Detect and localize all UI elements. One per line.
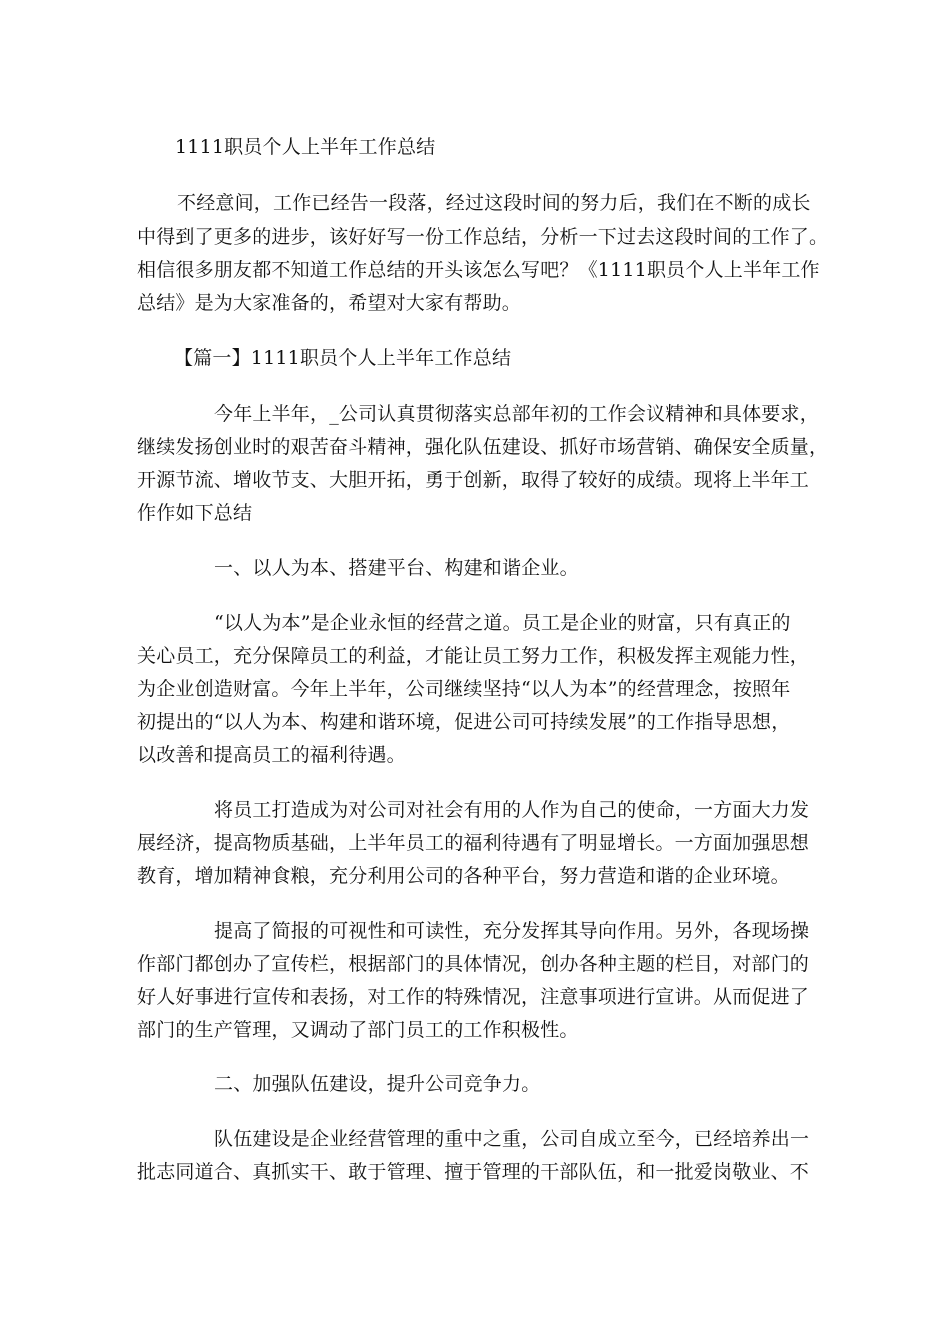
paragraph-line: 批志同道合、真抓实干、敢于管理、擅于管理的干部队伍，和一批爱岗敬业、不 [137, 1161, 810, 1183]
paragraph-line: 部门的生产管理，又调动了部门员工的工作积极性。 [137, 1019, 579, 1041]
document-title: 1111职员个人上半年工作总结 [175, 136, 436, 158]
paragraph-line: 开源节流、增收节支、大胆开拓，勇于创新，取得了较好的成绩。现将上半年工 [137, 469, 810, 491]
paragraph-line: 关心员工，充分保障员工的利益，才能让员工努力工作，积极发挥主观能力性， [137, 645, 810, 667]
paragraph-line: “以人为本”是企业永恒的经营之道。员工是企业的财富，只有真正的 [214, 612, 791, 634]
paragraph-line: 教育，增加精神食粮，充分利用公司的各种平台，努力营造和谐的企业环境。 [137, 865, 790, 887]
paragraph-line: 以改善和提高员工的福利待遇。 [137, 744, 406, 766]
paragraph-line: 展经济，提高物质基础，上半年员工的福利待遇有了明显增长。一方面加强思想 [137, 832, 810, 854]
paragraph-line: 继续发扬创业时的艰苦奋斗精神，强化队伍建设、抓好市场营销、确保安全质量， [137, 436, 829, 458]
intro-line: 总结》是为大家准备的，希望对大家有帮助。 [137, 292, 522, 314]
paragraph-line: 今年上半年，_公司认真贯彻落实总部年初的工作会议精神和具体要求， [214, 403, 819, 425]
paragraph-line: 作作如下总结 [137, 502, 253, 524]
section-heading: 【篇一】1111职员个人上半年工作总结 [174, 347, 512, 369]
paragraph-line: 为企业创造财富。今年上半年，公司继续坚持“以人为本”的经营理念，按照年 [137, 678, 791, 700]
paragraph-line: 将员工打造成为对公司对社会有用的人作为自己的使命，一方面大力发 [214, 799, 810, 821]
paragraph-line: 队伍建设是企业经营管理的重中之重，公司自成立至今，已经培养出一 [214, 1128, 810, 1150]
paragraph-line: 提高了简报的可视性和可读性，充分发挥其导向作用。另外，各现场操 [214, 920, 810, 942]
intro-line: 中得到了更多的进步，该好好写一份工作总结，分析一下过去这段时间的工作了。 [137, 226, 829, 248]
intro-line: 不经意间，工作已经告一段落，经过这段时间的努力后，我们在不断的成长 [177, 192, 811, 214]
subheading: 二、加强队伍建设，提升公司竞争力。 [214, 1073, 541, 1095]
paragraph-line: 好人好事进行宣传和表扬，对工作的特殊情况，注意事项进行宣讲。从而促进了 [137, 986, 810, 1008]
paragraph-line: 初提出的“以人为本、构建和谐环境，促进公司可持续发展”的工作指导思想， [137, 711, 791, 733]
subheading: 一、以人为本、搭建平台、构建和谐企业。 [214, 557, 579, 579]
intro-line: 相信很多朋友都不知道工作总结的开头该怎么写吧？《1111职员个人上半年工作 [137, 259, 820, 281]
paragraph-line: 作部门都创办了宣传栏，根据部门的具体情况，创办各种主题的栏目，对部门的 [137, 953, 810, 975]
